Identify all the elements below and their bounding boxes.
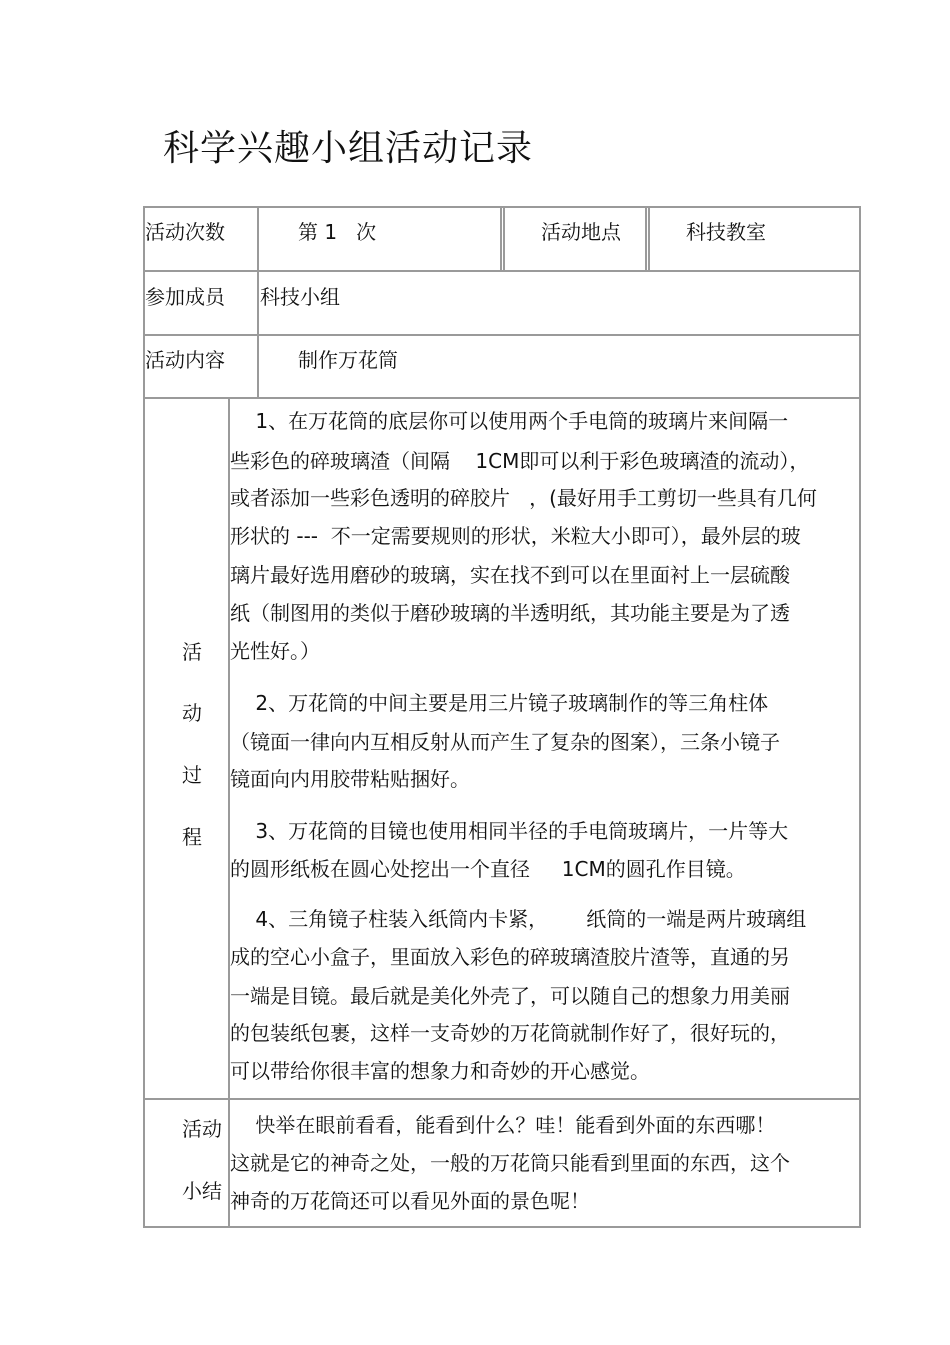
- process-text-line: 2、万花筒的中间主要是用三片镜子玻璃制作的等三角柱体: [230, 691, 769, 715]
- process-text-line: （镜面一律向内互相反射从而产生了复杂的图案），三条小镜子: [230, 730, 780, 754]
- process-text-line: 的包装纸包裹，这样一支奇妙的万花筒就制作好了，很好玩的，: [230, 1021, 790, 1045]
- process-text-line: 4、三角镜子柱装入纸筒内卡紧， 纸筒的一端是两片玻璃组: [230, 907, 807, 931]
- table-col-divider: [503, 206, 505, 272]
- summary-label-line: 小结: [182, 1179, 222, 1203]
- process-text-line: 3、万花筒的目镜也使用相同半径的手电筒玻璃片，一片等大: [230, 819, 789, 843]
- summary-text-line: 快举在眼前看看，能看到什么？哇！能看到外面的东西哪！: [230, 1113, 776, 1137]
- members-label: 参加成员: [145, 285, 225, 309]
- table-col-divider: [257, 206, 259, 398]
- process-text-line: 光性好。）: [230, 639, 320, 663]
- process-text-line: 纸（制图用的类似于磨砂玻璃的半透明纸，其功能主要是为了透: [230, 601, 790, 625]
- content-label: 活动内容: [145, 348, 225, 372]
- times-value: 第 1 次: [298, 220, 377, 244]
- process-text-line: 成的空心小盒子，里面放入彩色的碎玻璃渣胶片渣等，直通的另: [230, 945, 790, 969]
- summary-label-line: 活动: [182, 1117, 222, 1141]
- content-value: 制作万花筒: [298, 348, 398, 372]
- summary-text-line: 神奇的万花筒还可以看见外面的景色呢！: [230, 1189, 590, 1213]
- table-row-divider: [143, 270, 861, 272]
- page-title: 科学兴趣小组活动记录: [163, 128, 534, 169]
- times-label: 活动次数: [145, 220, 225, 244]
- process-text-line: 或者添加一些彩色透明的碎胶片 ，(最好用手工剪切一些具有几何: [230, 486, 817, 510]
- process-label-char: 动: [182, 701, 202, 725]
- table-row-divider: [143, 397, 861, 399]
- process-text-line: 些彩色的碎玻璃渣（间隔 1CM即可以利于彩色玻璃渣的流动），: [230, 449, 810, 473]
- process-label-char: 活: [182, 640, 202, 664]
- process-text-line: 1、在万花筒的底层你可以使用两个手电筒的玻璃片来间隔一: [230, 409, 789, 433]
- process-text-line: 形状的 --- 不一定需要规则的形状，米粒大小即可），最外层的玻: [230, 524, 801, 548]
- table-col-divider: [648, 206, 650, 272]
- process-label-char: 过: [182, 763, 202, 787]
- process-text-line: 的圆形纸板在圆心处挖出一个直径 1CM的圆孔作目镜。: [230, 857, 746, 881]
- process-text-line: 可以带给你很丰富的想象力和奇妙的开心感觉。: [230, 1059, 650, 1083]
- process-text-line: 璃片最好选用磨砂的玻璃，实在找不到可以在里面衬上一层硫酸: [230, 563, 790, 587]
- table-row-divider: [143, 1098, 861, 1100]
- table-border-right: [859, 206, 861, 1228]
- table-row-divider: [143, 334, 861, 336]
- members-value: 科技小组: [260, 285, 340, 309]
- summary-text-line: 这就是它的神奇之处，一般的万花筒只能看到里面的东西，这个: [230, 1151, 790, 1175]
- process-text-line: 镜面向内用胶带粘贴捆好。: [230, 767, 470, 791]
- table-border-bottom: [143, 1226, 861, 1228]
- table-col-divider: [228, 397, 230, 1228]
- table-border-top: [143, 206, 861, 208]
- place-label: 活动地点: [541, 220, 621, 244]
- process-text-line: 一端是目镜。最后就是美化外壳了，可以随自己的想象力用美丽: [230, 984, 790, 1008]
- table-col-divider: [500, 206, 502, 272]
- table-col-divider: [645, 206, 647, 272]
- place-value: 科技教室: [686, 220, 766, 244]
- process-label-char: 程: [182, 825, 202, 849]
